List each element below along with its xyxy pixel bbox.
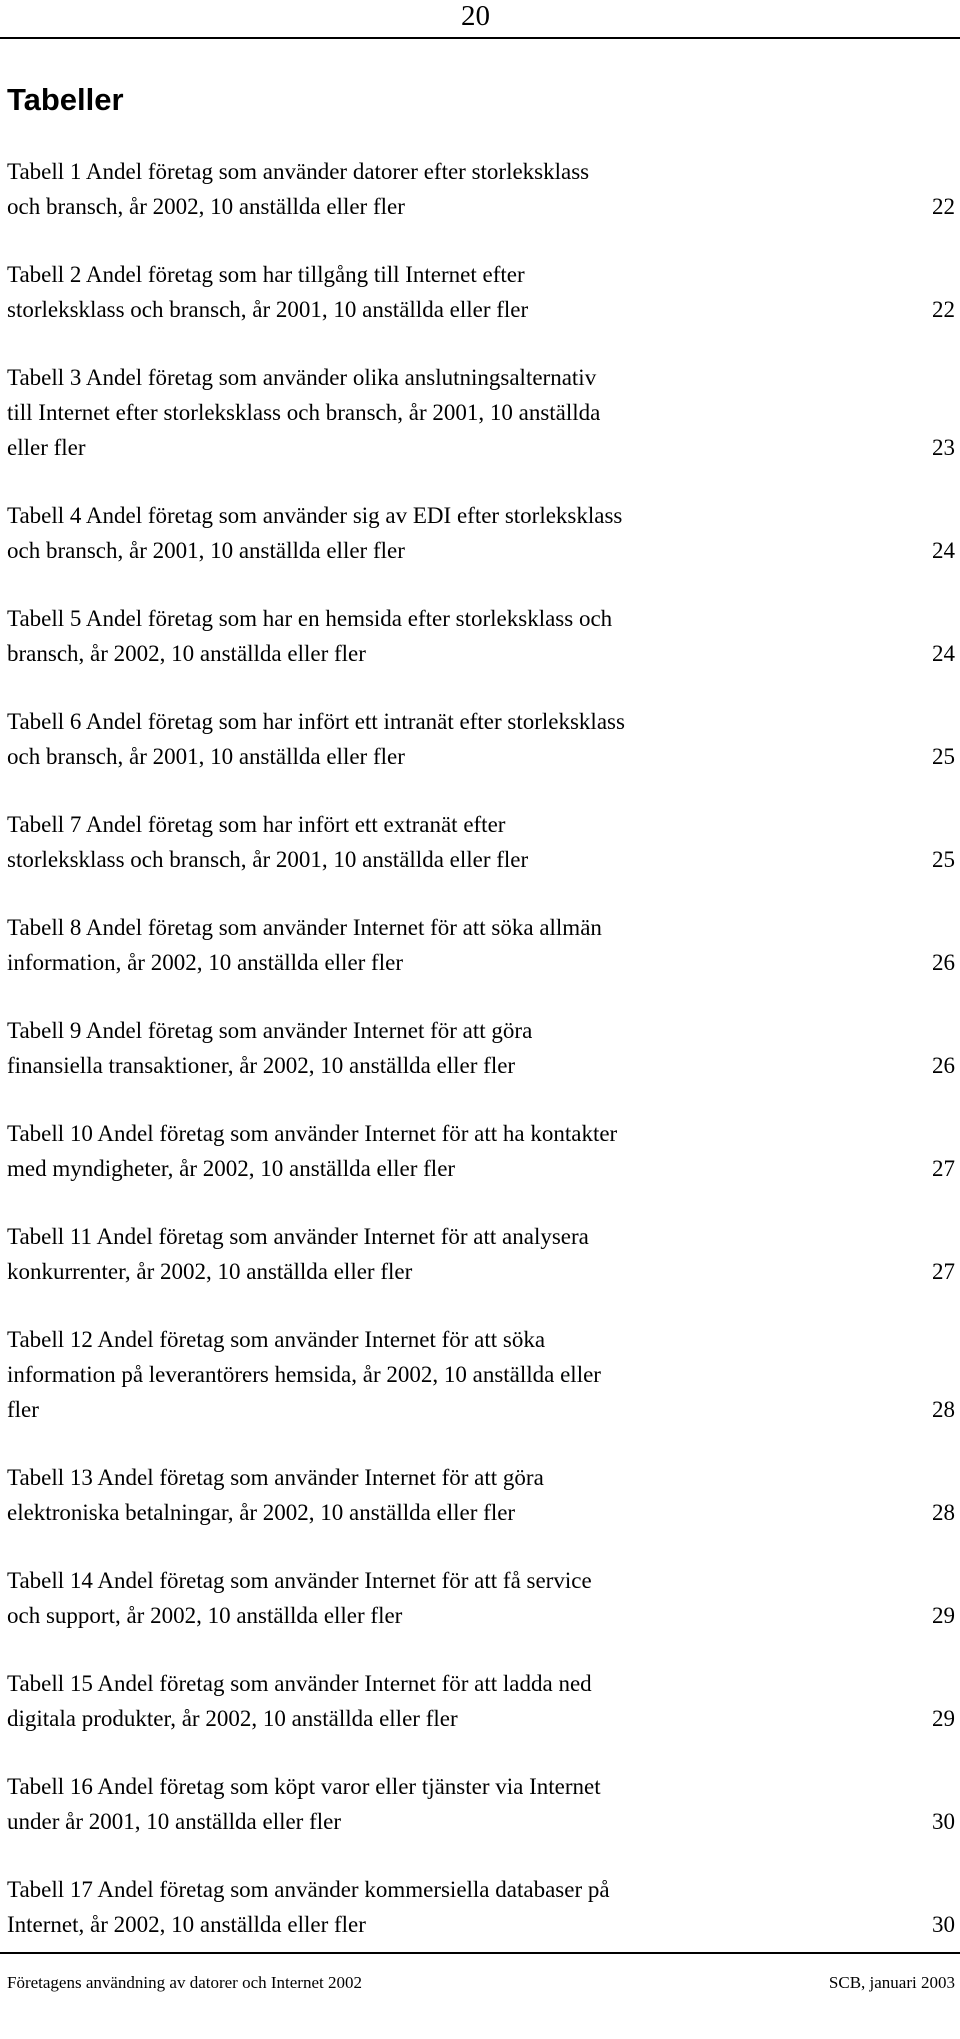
toc-entry-title: Tabell 4 Andel företag som använder sig av EDI efter storleksklass och bransch, år 2001, 10 anställda eller fler xyxy=(7,503,623,563)
toc-entry-title: Tabell 13 Andel företag som använder Internet för att göra elektroniska betalningar, år 2002, 10 anställda eller fler xyxy=(7,1465,544,1525)
table-of-contents xyxy=(7,154,955,1975)
toc-entry[interactable] xyxy=(7,1322,955,1427)
toc-entry-page-number: 27 xyxy=(932,1156,955,1181)
toc-entry-title: Tabell 11 Andel företag som använder Internet för att analysera konkurrenter, år 2002, 10 anställda eller fler xyxy=(7,1224,589,1284)
page-footer xyxy=(7,1973,955,1993)
toc-entry-title: Tabell 8 Andel företag som använder Internet för att söka allmän information, år 2002, 10 anställda eller fler xyxy=(7,915,602,975)
toc-entry[interactable] xyxy=(7,1013,955,1083)
toc-entry[interactable] xyxy=(7,498,955,568)
toc-entry-title: Tabell 2 Andel företag som har tillgång till Internet efter storleksklass och bransch, år 2001, 10 anställda eller fler xyxy=(7,262,529,322)
toc-entry-title: Tabell 5 Andel företag som har en hemsida efter storleksklass och bransch, år 2002, 10 anställda eller fler xyxy=(7,606,613,666)
toc-entry-page-number: 29 xyxy=(932,1706,955,1731)
toc-entry[interactable] xyxy=(7,154,955,224)
toc-entry[interactable] xyxy=(7,1666,955,1736)
toc-entry[interactable] xyxy=(7,601,955,671)
toc-entry-page-number: 30 xyxy=(932,1809,955,1834)
toc-entry[interactable] xyxy=(7,1872,955,1942)
toc-entry-title: Tabell 6 Andel företag som har infört ett intranät efter storleksklass och bransch, år 2001, 10 anställda eller fler xyxy=(7,709,625,769)
page-number: 20 xyxy=(461,0,490,32)
toc-entry[interactable] xyxy=(7,910,955,980)
toc-entry-title: Tabell 17 Andel företag som använder kommersiella databaser på Internet, år 2002, 10 anställda eller fler xyxy=(7,1877,610,1937)
toc-entry[interactable] xyxy=(7,360,955,465)
toc-entry-page-number: 26 xyxy=(932,1053,955,1078)
toc-entry-title: Tabell 10 Andel företag som använder Internet för att ha kontakter med myndigheter, år 2002, 10 anställda eller fler xyxy=(7,1121,618,1181)
toc-entry-title: Tabell 15 Andel företag som använder Internet för att ladda ned digitala produkter, år 2002, 10 anställda eller fler xyxy=(7,1671,592,1731)
header-rule xyxy=(0,37,960,39)
toc-entry[interactable] xyxy=(7,807,955,877)
toc-entry-page-number: 24 xyxy=(932,641,955,666)
toc-entry-title: Tabell 3 Andel företag som använder olika anslutningsalternativ till Internet efter storleksklass och bransch, år 2001, 10 anställda eller fler xyxy=(7,365,601,460)
toc-entry-page-number: 25 xyxy=(932,744,955,769)
toc-entry[interactable] xyxy=(7,704,955,774)
toc-entry-page-number: 29 xyxy=(932,1603,955,1628)
toc-entry-page-number: 23 xyxy=(932,435,955,460)
toc-entry-page-number: 28 xyxy=(932,1397,955,1422)
toc-entry-page-number: 22 xyxy=(932,194,955,219)
toc-entry-page-number: 22 xyxy=(932,297,955,322)
toc-entry-page-number: 25 xyxy=(932,847,955,872)
toc-entry-page-number: 30 xyxy=(932,1912,955,1937)
footer-publisher-date: SCB, januari 2003 xyxy=(828,1973,955,1992)
toc-entry[interactable] xyxy=(7,1563,955,1633)
footer-rule xyxy=(0,1952,960,1954)
toc-entry-title: Tabell 1 Andel företag som använder datorer efter storleksklass och bransch, år 2002, 10 anställda eller fler xyxy=(7,159,590,219)
toc-entry-page-number: 28 xyxy=(932,1500,955,1525)
toc-entry-title: Tabell 14 Andel företag som använder Internet för att få service och support, år 2002, 10 anställda eller fler xyxy=(7,1568,592,1628)
toc-entry-page-number: 27 xyxy=(932,1259,955,1284)
page-heading: Tabeller xyxy=(7,82,124,117)
toc-entry-page-number: 26 xyxy=(932,950,955,975)
toc-entry-title: Tabell 16 Andel företag som köpt varor eller tjänster via Internet under år 2001, 10 anställda eller fler xyxy=(7,1774,601,1834)
toc-entry[interactable] xyxy=(7,1460,955,1530)
toc-entry-title: Tabell 12 Andel företag som använder Internet för att söka information på leverantörers hemsida, år 2002, 10 anställda eller fler xyxy=(7,1327,601,1422)
toc-entry-page-number: 24 xyxy=(932,538,955,563)
toc-entry-title: Tabell 7 Andel företag som har infört ett extranät efter storleksklass och bransch, år 2001, 10 anställda eller fler xyxy=(7,812,529,872)
toc-entry[interactable] xyxy=(7,257,955,327)
toc-entry[interactable] xyxy=(7,1116,955,1186)
toc-entry[interactable] xyxy=(7,1219,955,1289)
footer-publication-title: Företagens användning av datorer och Internet 2002 xyxy=(7,1973,362,1992)
toc-entry-title: Tabell 9 Andel företag som använder Internet för att göra finansiella transaktioner, år 2002, 10 anställda eller fler xyxy=(7,1018,533,1078)
toc-entry[interactable] xyxy=(7,1769,955,1839)
